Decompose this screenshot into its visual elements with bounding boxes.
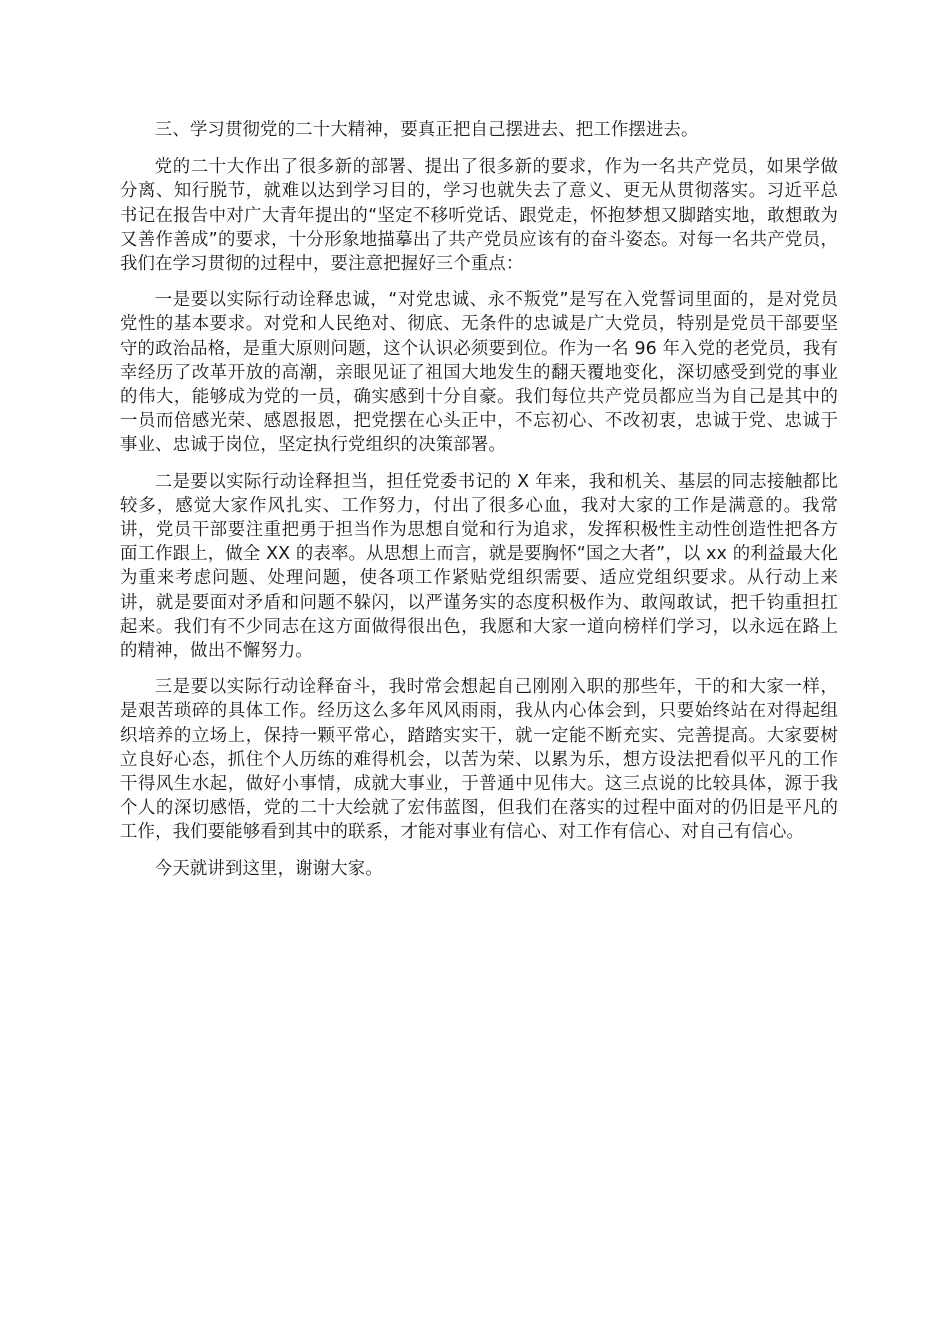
paragraph-loyalty: 一是要以实际行动诠释忠诚，“对党忠诚、永不叛党”是写在入党誓词里面的，是对党员党性的基本要求。对党和人民绝对、彻底、无条件的忠诚是广大党员，特别是党员干部要坚守的政治品格，是重大原则问题，这个认识必须要到位。作为一名 96 年入党的老党员，我有幸经历了改革开放的高潮，亲眼见证了祖国大地发生的翻天覆地变化，深切感受到党的事业的伟大，能够成为党的一员，确实感到十分自豪。我们每位共产党员都应当为自己是其中的一员而倍感光荣、感恩报恩，把党摆在心头正中，不忘初心、不改初衷，忠诚于党、忠诚于事业、忠诚于岗位，坚定执行党组织的决策部署。 [120,290,838,456]
paragraph-closing: 今天就讲到这里，谢谢大家。 [154,858,383,879]
paragraph-intro: 党的二十大作出了很多新的部署、提出了很多新的要求，作为一名共产党员，如果学做分离、知行脱节，就难以达到学习目的，学习也就失去了意义、更无从贯彻落实。习近平总书记在报告中对广大青年提出的“坚定不移听党话、跟党走，怀抱梦想又脚踏实地，敢想敢为又善作善成”的要求，十分形象地描摹出了共产党员应该有的奋斗姿态。对每一名共产党员，我们在学习贯彻的过程中，要注意把握好三个重点： [120,157,838,275]
document-page [120,118,838,893]
section-heading: 三、学习贯彻党的二十大精神，要真正把自己摆进去、把工作摆进去。 [154,120,699,140]
paragraph-responsibility: 二是要以实际行动诠释担当，担任党委书记的 X 年来，我和机关、基层的同志接触都比较多，感觉大家作风扎实、工作努力，付出了很多心血，我对大家的工作是满意的。我常讲，党员干部要注重把勇于担当作为思想自觉和行为追求，发挥积极性主动性创造性把各方面工作跟上，做全 XX 的表率。从思想上而言，就是要胸怀“国之大者”，以 xx 的利益最大化为重来考虑问题、处理问题，使各项工作紧贴党组织需要、适应党组织要求。从行动上来讲，就是要面对矛盾和问题不躲闪，以严谨务实的态度积极作为、敢闯敢试，把千钧重担扛起来。我们有不少同志在这方面做得很出色，我愿和大家一道向榜样们学习，以永远在路上的精神，做出不懈努力。 [120,471,838,662]
paragraph-striving: 三是要以实际行动诠释奋斗，我时常会想起自己刚刚入职的那些年，干的和大家一样，是艰苦琐碎的具体工作。经历这么多年风风雨雨，我从内心体会到，只要始终站在对得起组织培养的立场上，保持一颗平常心，踏踏实实干，就一定能不断充实、完善提高。大家要树立良好心态，抓住个人历练的难得机会，以苦为荣、以累为乐，想方设法把看似平凡的工作干得风生水起，做好小事情，成就大事业，于普通中见伟大。这三点说的比较具体，源于我个人的深切感悟，党的二十大绘就了宏伟蓝图，但我们在落实的过程中面对的仍旧是平凡的工作，我们要能够看到其中的联系，才能对事业有信心、对工作有信心、对自己有信心。 [120,677,838,843]
